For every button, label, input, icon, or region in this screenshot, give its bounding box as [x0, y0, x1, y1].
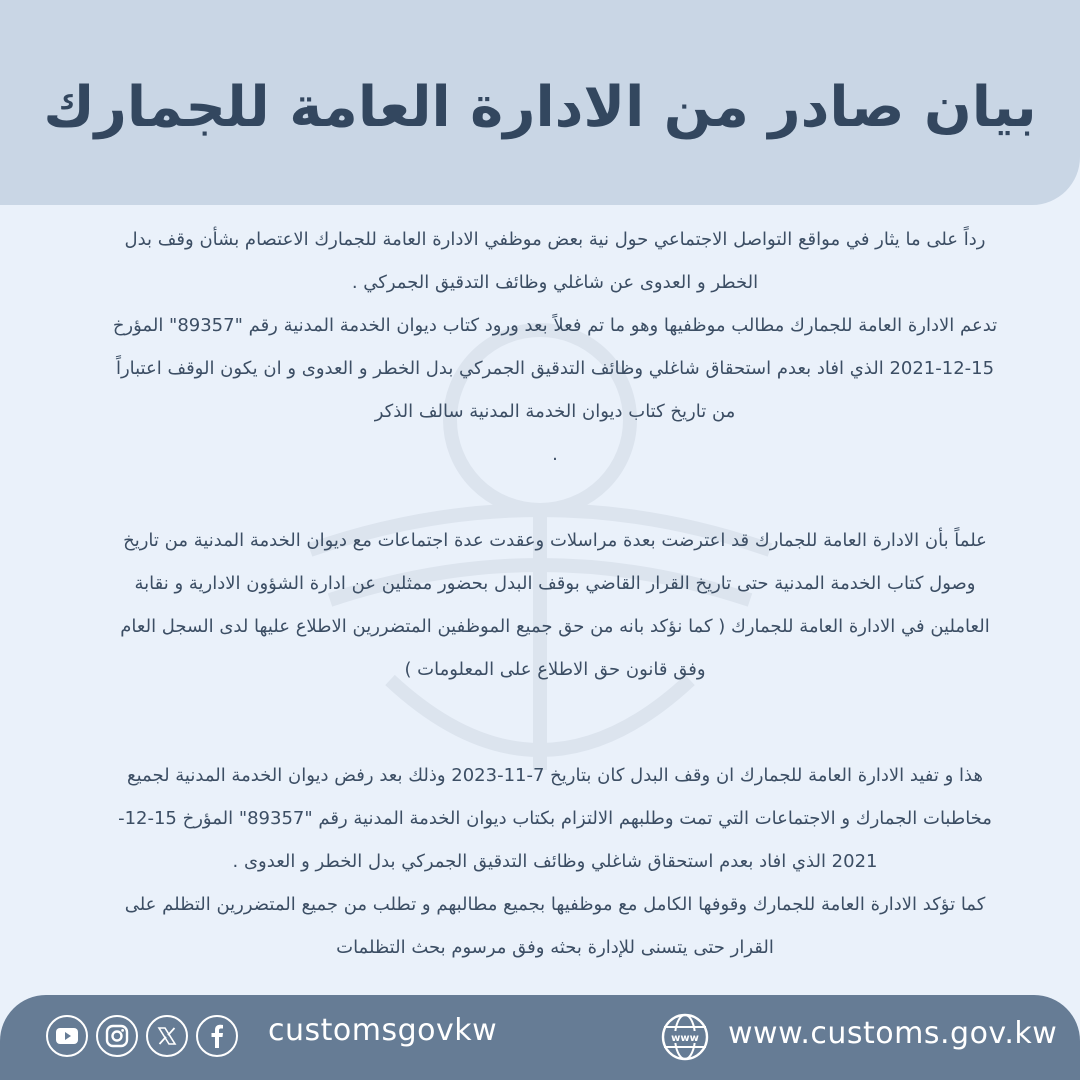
x-icon[interactable] — [146, 1015, 188, 1057]
social-links — [46, 1015, 238, 1057]
facebook-icon[interactable] — [196, 1015, 238, 1057]
website-link[interactable]: www.customs.gov.kw — [728, 1016, 1058, 1051]
globe-label: www — [671, 1033, 699, 1044]
paragraph-spacer — [110, 476, 1000, 519]
globe-icon — [660, 1012, 710, 1062]
statement-paragraph: رداً على ما يثار في مواقع التواصل الاجتماعي حول نية بعض موظفي الادارة العامة للجمارك الاعتصام بشأن وقف بدل الخطر و العدوى عن شاغلي وظائف التدقيق الجمركي . — [124, 229, 986, 293]
youtube-icon[interactable] — [46, 1015, 88, 1057]
statement-paragraph: هذا و تفيد الادارة العامة للجمارك ان وقف البدل كان بتاريخ 7-11-2023 وذلك بعد رفض ديوان الخدمة المدنية لجميع مخاطبات الجمارك و الاجتماعات التي تمت وطلبهم الالتزام بكتاب ديوان الخدمة المدنية رقم "89357" المؤرخ 15-12-2021 الذي افاد بعدم استحقاق شاغلي وظائف التدقيق الجمركي بدل الخطر و العدوى . — [118, 765, 992, 872]
header-banner — [0, 0, 1080, 205]
statement-body — [110, 218, 1000, 969]
social-handle[interactable]: customsgovkw — [268, 1013, 498, 1048]
instagram-icon[interactable] — [96, 1015, 138, 1057]
statement-paragraph: كما تؤكد الادارة العامة للجمارك وقوفها الكامل مع موظفيها بجميع مطالبهم و تطلب من جميع المتضررين التظلم على القرار حتى يتسنى للإدارة بحثه وفق مرسوم بحث التظلمات — [124, 894, 986, 958]
statement-paragraph: تدعم الادارة العامة للجمارك مطالب موظفيها وهو ما تم فعلاً بعد ورود كتاب ديوان الخدمة المدنية رقم "89357" المؤرخ 15-12-2021 الذي افاد بعدم استحقاق شاغلي وظائف التدقيق الجمركي بدل الخطر و العدوى و ان يكون الوقف اعتباراً من تاريخ كتاب ديوان الخدمة المدنية سالف الذكر — [112, 315, 998, 422]
paragraph-spacer — [110, 691, 1000, 734]
statement-paragraph-end: . — [552, 444, 558, 465]
footer-bar — [0, 995, 1080, 1080]
statement-paragraph: علماً بأن الادارة العامة للجمارك قد اعترضت بعدة مراسلات وعقدت عدة اجتماعات مع ديوان الخدمة المدنية من تاريخ وصول كتاب الخدمة المدنية حتى تاريخ القرار القاضي بوقف البدل بحضور ممثلين عن ادارة الشؤون الادارية و نقابة العاملين في الادارة العامة للجمارك ( كما نؤكد بانه من حق جميع الموظفين المتضررين الاطلاع عليها لدى السجل العام وفق قانون حق الاطلاع على المعلومات ) — [120, 530, 990, 680]
page-title: بيان صادر من الادارة العامة للجمارك — [43, 75, 1037, 140]
paragraph-spacer — [110, 734, 1000, 754]
